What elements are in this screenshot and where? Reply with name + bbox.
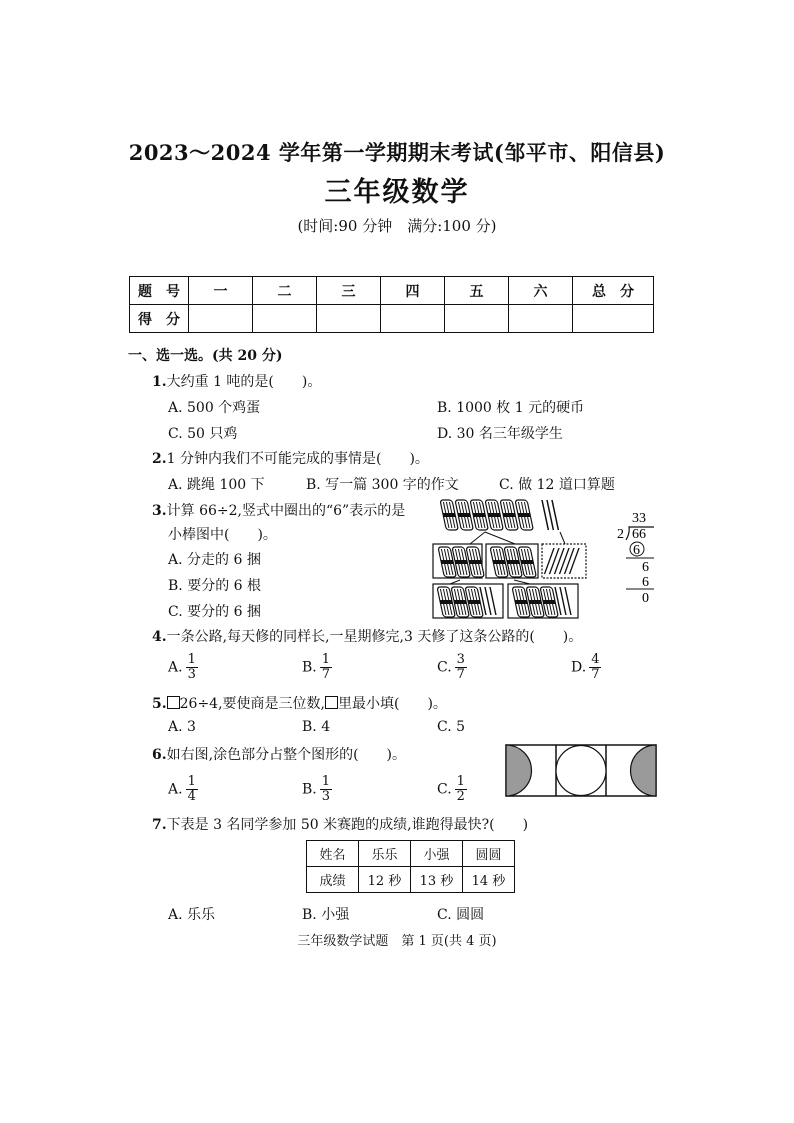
question-4: [152, 626, 582, 646]
numerator: 3: [456, 652, 465, 667]
score-cell[interactable]: [189, 305, 253, 333]
question-1: [152, 371, 321, 391]
time-info: (时间:90 分钟 满分:100 分): [297, 217, 497, 235]
table-row: [307, 867, 515, 893]
score-table: [129, 276, 654, 333]
score-header-1: 一: [189, 277, 253, 305]
score-header-2: 二: [253, 277, 317, 305]
question-text: 大约重 1 吨的是( )。: [166, 374, 322, 390]
q3-option-b[interactable]: B. 要分的 6 根: [168, 578, 261, 594]
fraction: [320, 775, 332, 804]
option-label: A.: [168, 659, 183, 676]
table-header: 圆圆: [463, 841, 515, 867]
option-label: B.: [302, 659, 317, 676]
option-label: B.: [302, 781, 317, 798]
page-footer: 三年级数学试题 第 1 页(共 4 页): [297, 934, 497, 949]
table-cell: 13 秒: [411, 867, 463, 893]
table-header: 姓名: [307, 841, 359, 867]
denominator: 2: [456, 789, 465, 804]
circle: [556, 746, 606, 796]
score-table-header-row: [130, 277, 654, 305]
table-cell: 14 秒: [463, 867, 515, 893]
division-dividend: 66: [632, 527, 646, 542]
q1-option-c[interactable]: C. 50 只鸡: [168, 426, 238, 442]
option-label: A.: [168, 781, 183, 798]
score-cell[interactable]: [317, 305, 381, 333]
fraction: [186, 653, 198, 682]
q2-option-a[interactable]: A. 跳绳 100 下: [168, 477, 265, 493]
q6-option-b[interactable]: [302, 775, 332, 804]
question-3: [152, 500, 405, 520]
denominator: 3: [187, 667, 196, 682]
q1-option-b[interactable]: B. 1000 枚 1 元的硬币: [437, 400, 585, 416]
question-text: 如右图,涂色部分占整个图形的( )。: [166, 747, 406, 763]
question-number: 3.: [152, 503, 167, 519]
score-header-3: 三: [317, 277, 381, 305]
score-header-6: 六: [509, 277, 573, 305]
question-number: 2.: [152, 451, 167, 467]
question-text: 1 分钟内我们不可能完成的事情是( )。: [166, 451, 429, 467]
q3-option-c[interactable]: C. 要分的 6 捆: [168, 604, 261, 620]
score-cell[interactable]: [509, 305, 573, 333]
section-title: 一、选一选。(共 20 分): [128, 348, 283, 364]
option-label: D.: [571, 659, 587, 676]
score-cell[interactable]: [253, 305, 317, 333]
score-row-label: 得 分: [130, 305, 189, 333]
shaded-shapes-figure: [505, 744, 657, 798]
q6-option-a[interactable]: [168, 775, 198, 804]
table-row: [307, 841, 515, 867]
question-text-a: 26÷4,要使商是三位数,: [179, 696, 325, 712]
q1-option-d[interactable]: D. 30 名三年级学生: [437, 426, 563, 442]
question-number: 5.: [152, 696, 167, 712]
numerator: 4: [591, 652, 600, 667]
q5-option-b[interactable]: B. 4: [302, 719, 331, 735]
question-text-b: 里最小填( )。: [337, 696, 447, 712]
division-step2-a: 6: [642, 560, 649, 575]
fraction: [455, 775, 467, 804]
q7-option-b[interactable]: B. 小强: [302, 907, 350, 923]
question-3-line2: 小棒图中( )。: [168, 527, 277, 543]
table-header: 小强: [411, 841, 463, 867]
score-table-score-row: [130, 305, 654, 333]
score-header-5: 五: [445, 277, 509, 305]
fraction: [455, 653, 467, 682]
numerator: 1: [187, 774, 196, 789]
race-results-table: [306, 840, 515, 893]
score-header-4: 四: [381, 277, 445, 305]
q3-option-a[interactable]: A. 分走的 6 捆: [168, 552, 261, 568]
q2-option-c[interactable]: C. 做 12 道口算题: [499, 477, 615, 493]
question-number: 6.: [152, 747, 167, 763]
numerator: 1: [456, 774, 465, 789]
fraction: [589, 653, 601, 682]
question-number: 4.: [152, 629, 167, 645]
blank-box: [167, 696, 180, 709]
denominator: 7: [321, 667, 331, 682]
division-step2-b: 6: [642, 575, 649, 590]
numerator: 1: [321, 774, 331, 789]
q2-option-b[interactable]: B. 写一篇 300 字的作文: [306, 477, 459, 493]
q4-option-b[interactable]: [302, 653, 332, 682]
q7-option-a[interactable]: A. 乐乐: [168, 907, 216, 923]
denominator: 4: [187, 789, 196, 804]
score-header-label: 题 号: [130, 277, 189, 305]
score-cell[interactable]: [445, 305, 509, 333]
score-header-total: 总 分: [573, 277, 654, 305]
denominator: 7: [591, 667, 600, 682]
q4-option-d[interactable]: [571, 653, 601, 682]
score-cell[interactable]: [381, 305, 445, 333]
question-7: [152, 814, 528, 834]
q4-option-c[interactable]: [437, 653, 467, 682]
table-header: 乐乐: [359, 841, 411, 867]
numerator: 1: [321, 652, 331, 667]
q5-option-c[interactable]: C. 5: [437, 719, 466, 735]
question-text: 一条公路,每天修的同样长,一星期修完,3 天修了这条公路的( )。: [166, 629, 583, 645]
division-quotient: 33: [632, 511, 646, 526]
question-number: 7.: [152, 817, 167, 833]
fraction: [186, 775, 198, 804]
q7-option-c[interactable]: C. 圆圆: [437, 907, 485, 923]
division-divisor: 2: [617, 527, 624, 542]
question-number: 1.: [152, 374, 167, 390]
q4-option-a[interactable]: [168, 653, 198, 682]
long-division: [612, 508, 662, 606]
exam-title: 2023～2024 学年第一学期期末考试(邹平市、阳信县): [128, 140, 666, 165]
score-cell[interactable]: [573, 305, 654, 333]
q6-option-c[interactable]: [437, 775, 467, 804]
blank-box: [325, 696, 338, 709]
question-2: [152, 448, 429, 468]
denominator: 7: [456, 667, 465, 682]
option-label: C.: [437, 781, 452, 798]
question-text: 计算 66÷2,竖式中圈出的“6”表示的是: [166, 503, 406, 519]
question-6: [152, 744, 406, 764]
option-label: C.: [437, 659, 452, 676]
q1-option-a[interactable]: A. 500 个鸡蛋: [168, 400, 261, 416]
denominator: 3: [321, 789, 331, 804]
question-text: 下表是 3 名同学参加 50 米赛跑的成绩,谁跑得最快?( ): [166, 817, 529, 833]
fraction: [320, 653, 332, 682]
table-cell: 12 秒: [359, 867, 411, 893]
table-cell: 成绩: [307, 867, 359, 893]
stick-bundles-figure: [430, 498, 590, 620]
numerator: 1: [187, 652, 196, 667]
q5-option-a[interactable]: A. 3: [168, 719, 196, 735]
question-5: [152, 693, 447, 713]
division-remainder: 0: [642, 591, 649, 606]
division-step1: 6: [633, 543, 640, 558]
subject-title: 三年级数学: [324, 177, 470, 208]
